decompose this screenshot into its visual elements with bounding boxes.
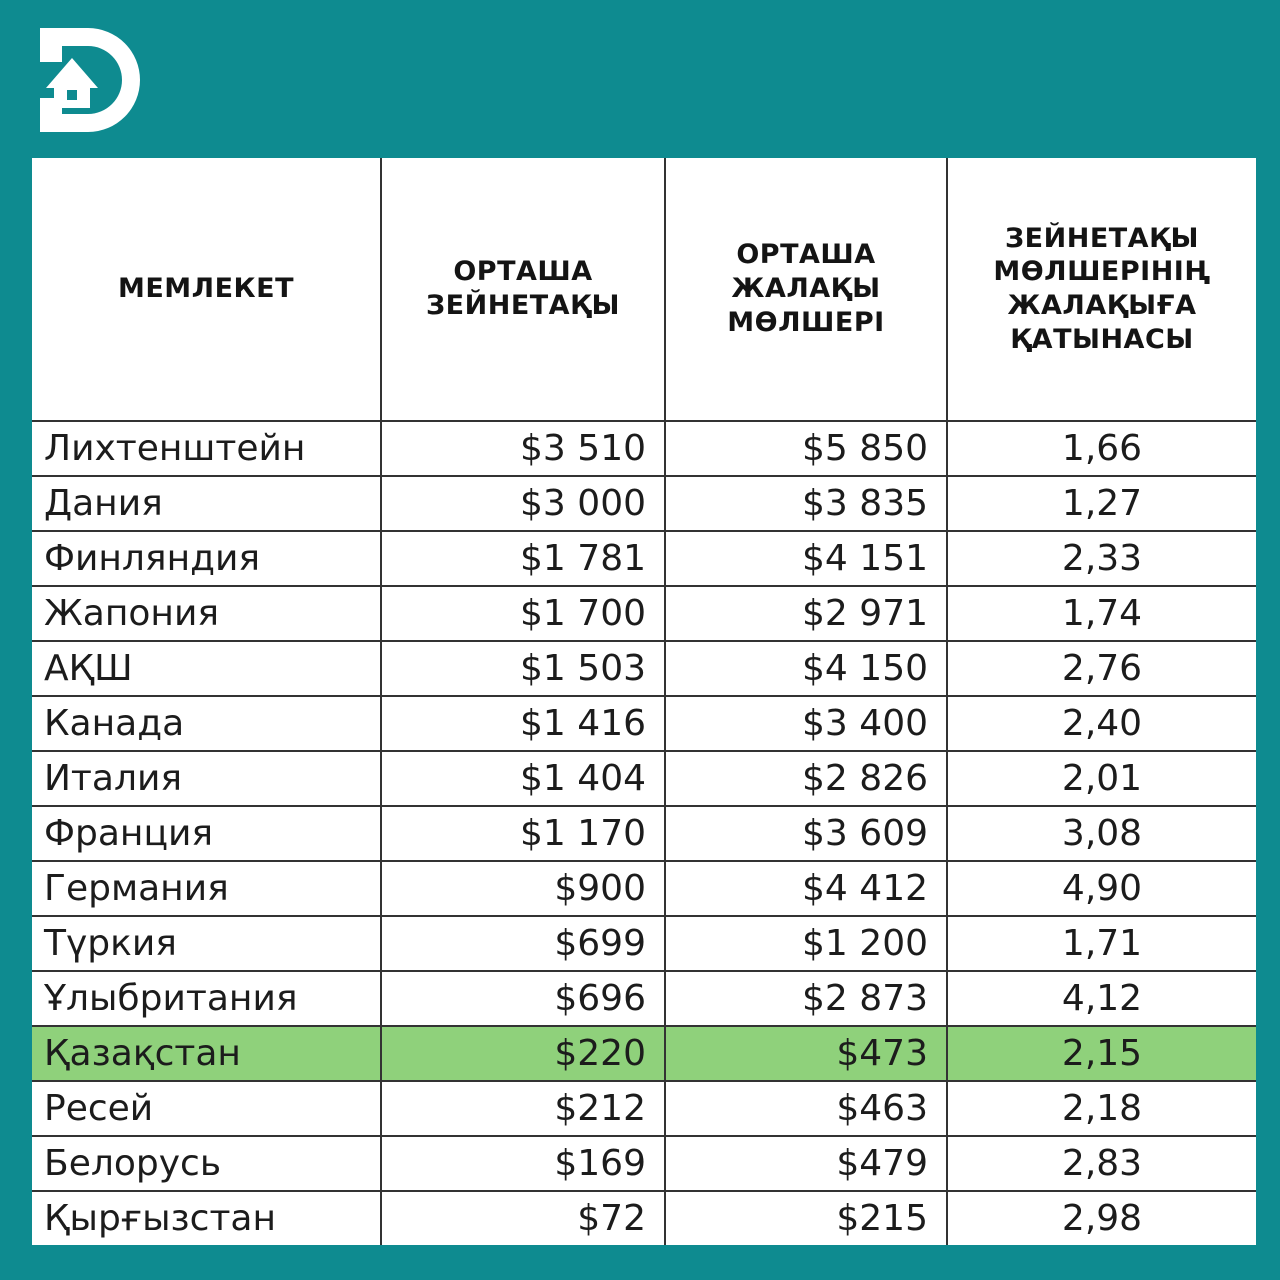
country-cell: Қазақстан [32,1026,381,1081]
ratio-cell: 2,18 [947,1081,1256,1136]
header-ratio: ЗЕЙНЕТАҚЫ МӨЛШЕРІНІҢ ЖАЛАҚЫҒА ҚАТЫНАСЫ [947,158,1256,421]
table-row [32,476,1256,531]
country-cell: Финляндия [32,531,381,586]
table-row [32,1191,1256,1245]
ratio-cell: 4,12 [947,971,1256,1026]
table-row [32,806,1256,861]
table-row [32,1081,1256,1136]
avg-salary-cell: $3 609 [665,806,947,861]
ratio-cell: 2,83 [947,1136,1256,1191]
ratio-cell: 1,71 [947,916,1256,971]
country-cell: Канада [32,696,381,751]
table-row [32,531,1256,586]
ratio-cell: 1,74 [947,586,1256,641]
country-cell: Италия [32,751,381,806]
header-avg-salary: ОРТАША ЖАЛАҚЫ МӨЛШЕРІ [665,158,947,421]
avg-pension-cell: $699 [381,916,665,971]
avg-pension-cell: $1 416 [381,696,665,751]
avg-pension-cell: $1 700 [381,586,665,641]
ratio-cell: 4,90 [947,861,1256,916]
table-header-row [32,158,1256,421]
country-cell: Қырғызстан [32,1191,381,1245]
avg-pension-cell: $1 503 [381,641,665,696]
avg-salary-cell: $4 412 [665,861,947,916]
country-cell: Ұлыбритания [32,971,381,1026]
country-cell: Германия [32,861,381,916]
avg-pension-cell: $1 781 [381,531,665,586]
table-row [32,916,1256,971]
avg-salary-cell: $2 873 [665,971,947,1026]
table-row [32,586,1256,641]
ratio-cell: 3,08 [947,806,1256,861]
avg-salary-cell: $463 [665,1081,947,1136]
ratio-cell: 2,40 [947,696,1256,751]
country-cell: Түркия [32,916,381,971]
avg-pension-cell: $3 000 [381,476,665,531]
header-avg-pension: ОРТАША ЗЕЙНЕТАҚЫ [381,158,665,421]
table-row [32,861,1256,916]
avg-pension-cell: $900 [381,861,665,916]
avg-salary-cell: $473 [665,1026,947,1081]
avg-salary-cell: $215 [665,1191,947,1245]
ratio-cell: 1,27 [947,476,1256,531]
pension-table [32,158,1256,1245]
country-cell: Ресей [32,1081,381,1136]
avg-salary-cell: $4 151 [665,531,947,586]
avg-pension-cell: $169 [381,1136,665,1191]
house-d-logo-icon [40,28,148,132]
avg-pension-cell: $72 [381,1191,665,1245]
avg-salary-cell: $4 150 [665,641,947,696]
table-row [32,641,1256,696]
table-row [32,696,1256,751]
table-row [32,971,1256,1026]
table-row [32,1136,1256,1191]
table-body [32,421,1256,1245]
header-country: МЕМЛЕКЕТ [32,158,381,421]
country-cell: АҚШ [32,641,381,696]
ratio-cell: 2,98 [1061,1198,1143,1239]
ratio-cell: 1,66 [947,421,1256,476]
avg-salary-cell: $2 826 [665,751,947,806]
country-cell: Белорусь [32,1136,381,1191]
ratio-cell: 2,01 [947,751,1256,806]
country-cell: Дания [32,476,381,531]
avg-pension-cell: $212 [381,1081,665,1136]
avg-pension-cell: $696 [381,971,665,1026]
pension-table-container [32,158,1256,1245]
avg-pension-cell: $3 510 [381,421,665,476]
country-cell: Франция [32,806,381,861]
avg-salary-cell: $1 200 [665,916,947,971]
avg-salary-cell: $2 971 [665,586,947,641]
avg-salary-cell: $5 850 [665,421,947,476]
table-row-highlighted [32,1026,1256,1081]
ratio-cell: 2,76 [947,641,1256,696]
avg-pension-cell: $1 170 [381,806,665,861]
avg-salary-cell: $3 400 [665,696,947,751]
table-row [32,751,1256,806]
country-cell: Лихтенштейн [32,421,381,476]
avg-pension-cell: $1 404 [381,751,665,806]
ratio-cell: 2,15 [947,1026,1256,1081]
country-cell: Жапония [32,586,381,641]
avg-salary-cell: $3 835 [665,476,947,531]
avg-salary-cell: $479 [665,1136,947,1191]
ratio-cell: 2,33 [947,531,1256,586]
table-row [32,421,1256,476]
avg-pension-cell: $220 [381,1026,665,1081]
